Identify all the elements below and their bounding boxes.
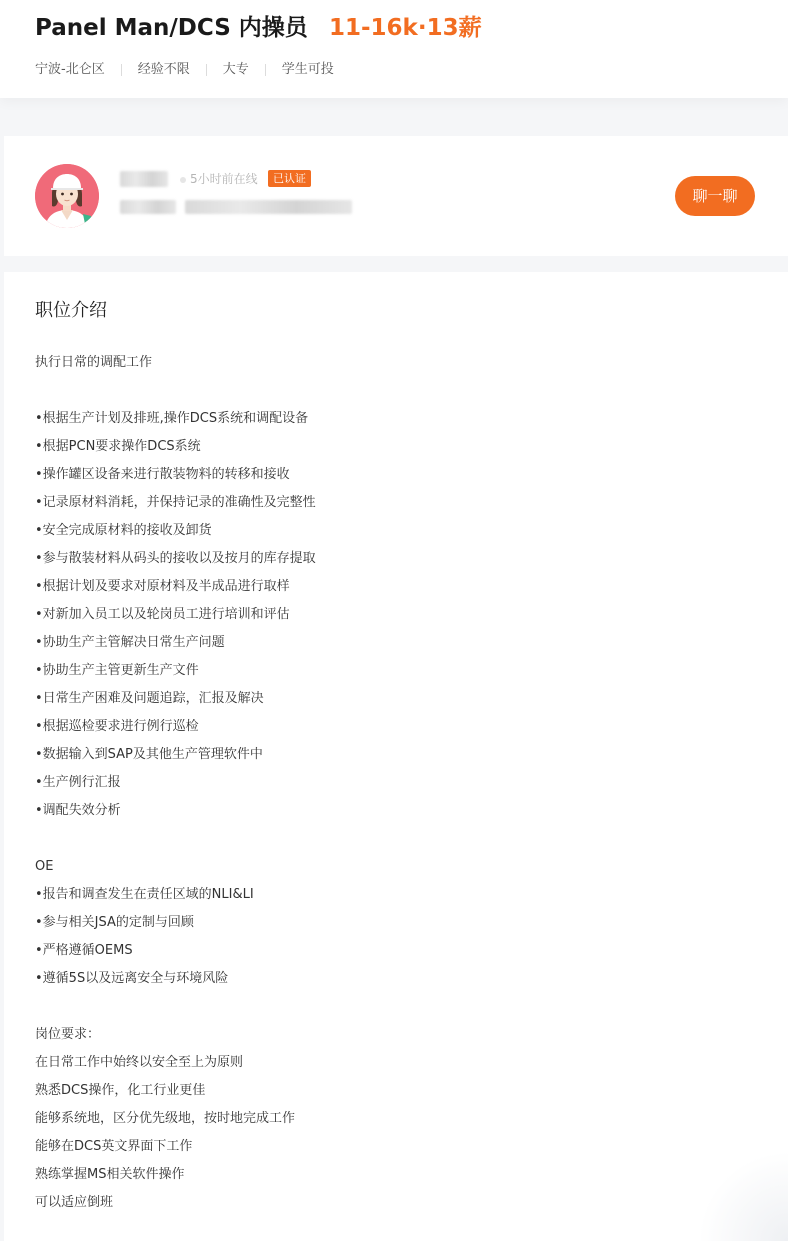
description-line: •严格遵循OEMS (35, 943, 133, 958)
job-tags (35, 60, 334, 80)
description-line: •协助生产主管更新生产文件 (35, 663, 199, 678)
online-status: 5小时前在线 (190, 172, 258, 186)
online-status-dot (180, 177, 186, 183)
description-line: •安全完成原材料的接收及卸货 (35, 523, 212, 538)
description-line: •生产例行汇报 (35, 775, 121, 790)
recruiter-company-redacted (120, 200, 176, 214)
description-line: •根据生产计划及排班,操作DCS系统和调配设备 (35, 411, 309, 426)
tag-experience: 经验不限 (137, 62, 190, 77)
description-line: •日常生产困难及问题追踪，汇报及解决 (35, 691, 264, 706)
recruiter-name-redacted (120, 171, 168, 187)
description-line: •记录原材料消耗，并保持记录的准确性及完整性 (35, 495, 316, 510)
job-title: Panel Man/DCS 内操员 (35, 15, 308, 41)
chat-button[interactable]: 聊一聊 (675, 176, 755, 216)
description-line: •根据PCN要求操作DCS系统 (35, 439, 201, 454)
tag-divider (265, 64, 266, 76)
tag-education: 大专 (222, 62, 249, 77)
tag-divider (206, 64, 207, 76)
corner-decoration (698, 1151, 788, 1241)
recruiter-avatar[interactable] (35, 164, 99, 228)
avatar-illustration-icon (35, 164, 99, 228)
description-spacer (35, 377, 735, 405)
tag-location: 宁波-北仑区 (35, 62, 105, 77)
description-line: OE (35, 859, 54, 874)
description-line: 可以适应倒班 (35, 1195, 114, 1210)
description-line: 能够系统地，区分优先级地，按时地完成工作 (35, 1111, 296, 1126)
description-line: •对新加入员工以及轮岗员工进行培训和评估 (35, 607, 290, 622)
salary: 11-16k·13薪 (329, 15, 482, 41)
description-line: 熟练掌握MS相关软件操作 (35, 1167, 185, 1182)
description-line: 能够在DCS英文界面下工作 (35, 1139, 193, 1154)
description-line: 在日常工作中始终以安全至上为原则 (35, 1055, 244, 1070)
description-line: •协助生产主管解决日常生产问题 (35, 635, 225, 650)
description-line: •参与相关JSA的定制与回顾 (35, 915, 194, 930)
job-header (0, 0, 788, 98)
description-line: •参与散装材料从码头的接收以及按月的库存提取 (35, 551, 316, 566)
description-line: 岗位要求： (35, 1027, 101, 1042)
description-line: •遵循5S以及远离安全与环境风险 (35, 971, 229, 986)
job-description (4, 272, 788, 1241)
description-spacer (35, 825, 735, 853)
description-line: •操作罐区设备来进行散装物料的转移和接收 (35, 467, 290, 482)
description-spacer (35, 993, 735, 1021)
description-heading: 职位介绍 (35, 300, 107, 321)
description-body (35, 349, 735, 1217)
description-line: •根据巡检要求进行例行巡检 (35, 719, 199, 734)
description-line: •数据输入到SAP及其他生产管理软件中 (35, 747, 263, 762)
description-line: •调配失效分析 (35, 803, 121, 818)
description-line: 执行日常的调配工作 (35, 355, 153, 370)
recruiter-position-redacted (185, 200, 352, 214)
recruiter-card (4, 136, 788, 256)
tag-student: 学生可投 (281, 62, 334, 77)
tag-divider (121, 64, 122, 76)
description-line: •根据计划及要求对原材料及半成品进行取样 (35, 579, 290, 594)
description-line: •报告和调查发生在责任区域的NLI&LI (35, 887, 254, 902)
verified-badge: 已认证 (268, 170, 311, 187)
description-line: 熟悉DCS操作，化工行业更佳 (35, 1083, 206, 1098)
